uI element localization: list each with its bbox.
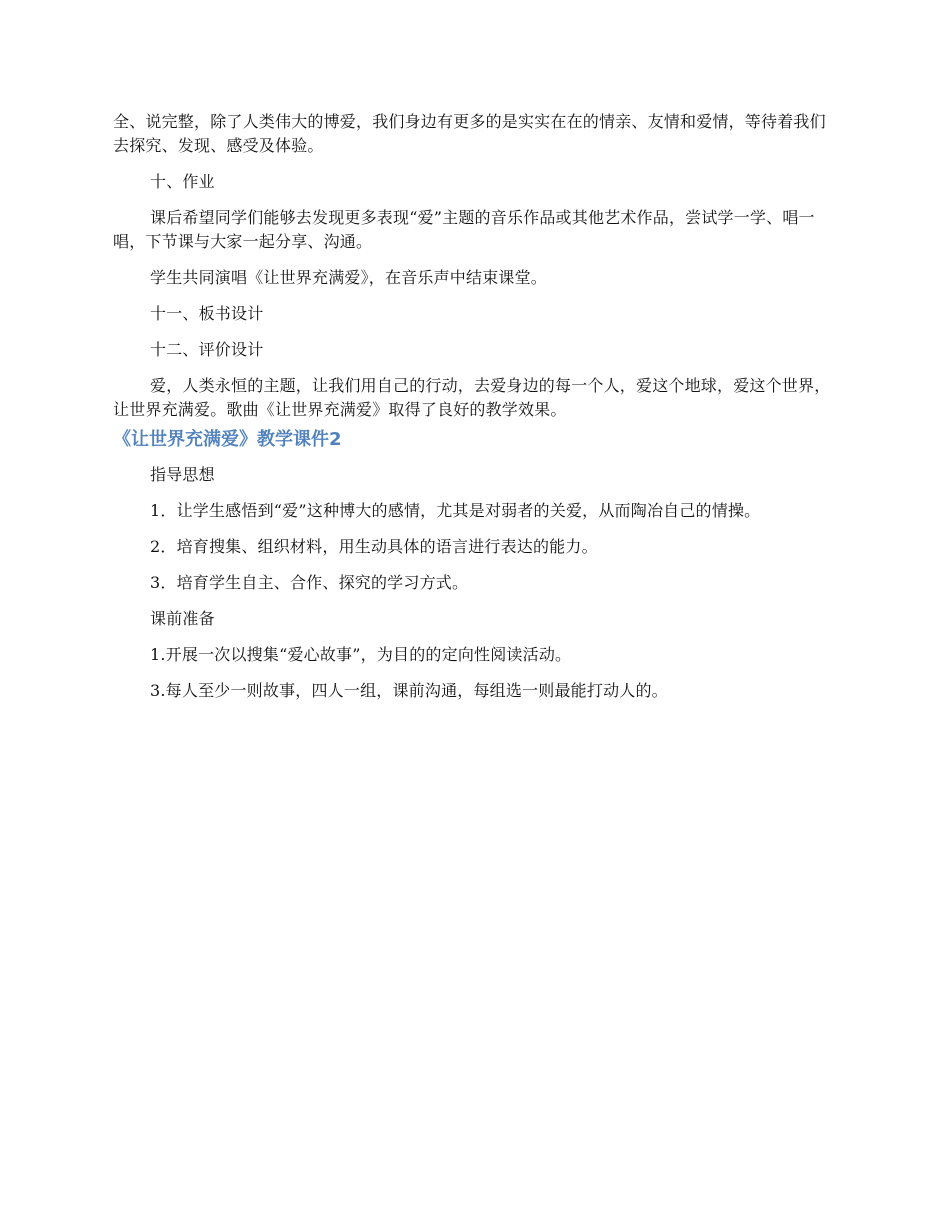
guiding-idea-item-3: 3．培育学生自主、合作、探究的学习方式。 [150, 573, 469, 592]
paragraph-continuation: 全、说完整，除了人类伟大的博爱，我们身边有更多的是实实在在的情亲、友情和爱情，等待着我们去探究、发现、感受及体验。 [113, 112, 826, 155]
paragraph-evaluation: 爱，人类永恒的主题，让我们用自己的行动，去爱身边的每一个人，爱这个地球，爱这个世界，让世界充满爱。歌曲《让世界充满爱》取得了良好的教学效果。 [113, 376, 831, 419]
section-preparation-title: 课前准备 [150, 609, 215, 628]
paragraph-singing: 学生共同演唱《让世界充满爱》，在音乐声中结束课堂。 [150, 268, 548, 287]
paragraph-homework: 课后希望同学们能够去发现更多表现“爱”主题的音乐作品或其他艺术作品，尝试学一学、唱一唱，下节课与大家一起分享、沟通。 [113, 208, 815, 251]
section-evaluation-title: 十二、评价设计 [150, 340, 264, 359]
preparation-item-3: 3.每人至少一则故事，四人一组，课前沟通，每组选一则最能打动人的。 [150, 681, 668, 700]
section-board-design-title: 十一、板书设计 [150, 304, 264, 323]
section-homework-title: 十、作业 [150, 172, 215, 191]
guiding-idea-item-1: 1．让学生感悟到“爱”这种博大的感情，尤其是对弱者的关爱，从而陶冶自己的情操。 [150, 501, 761, 520]
preparation-item-1: 1.开展一次以搜集“爱心故事”，为目的的定向性阅读活动。 [150, 645, 572, 664]
guiding-idea-item-2: 2．培育搜集、组织材料，用生动具体的语言进行表达的能力。 [150, 537, 598, 556]
section-guiding-idea-title: 指导思想 [150, 465, 215, 484]
document-content [113, 110, 841, 703]
courseware-heading: 《让世界充满爱》教学课件2 [113, 429, 342, 450]
